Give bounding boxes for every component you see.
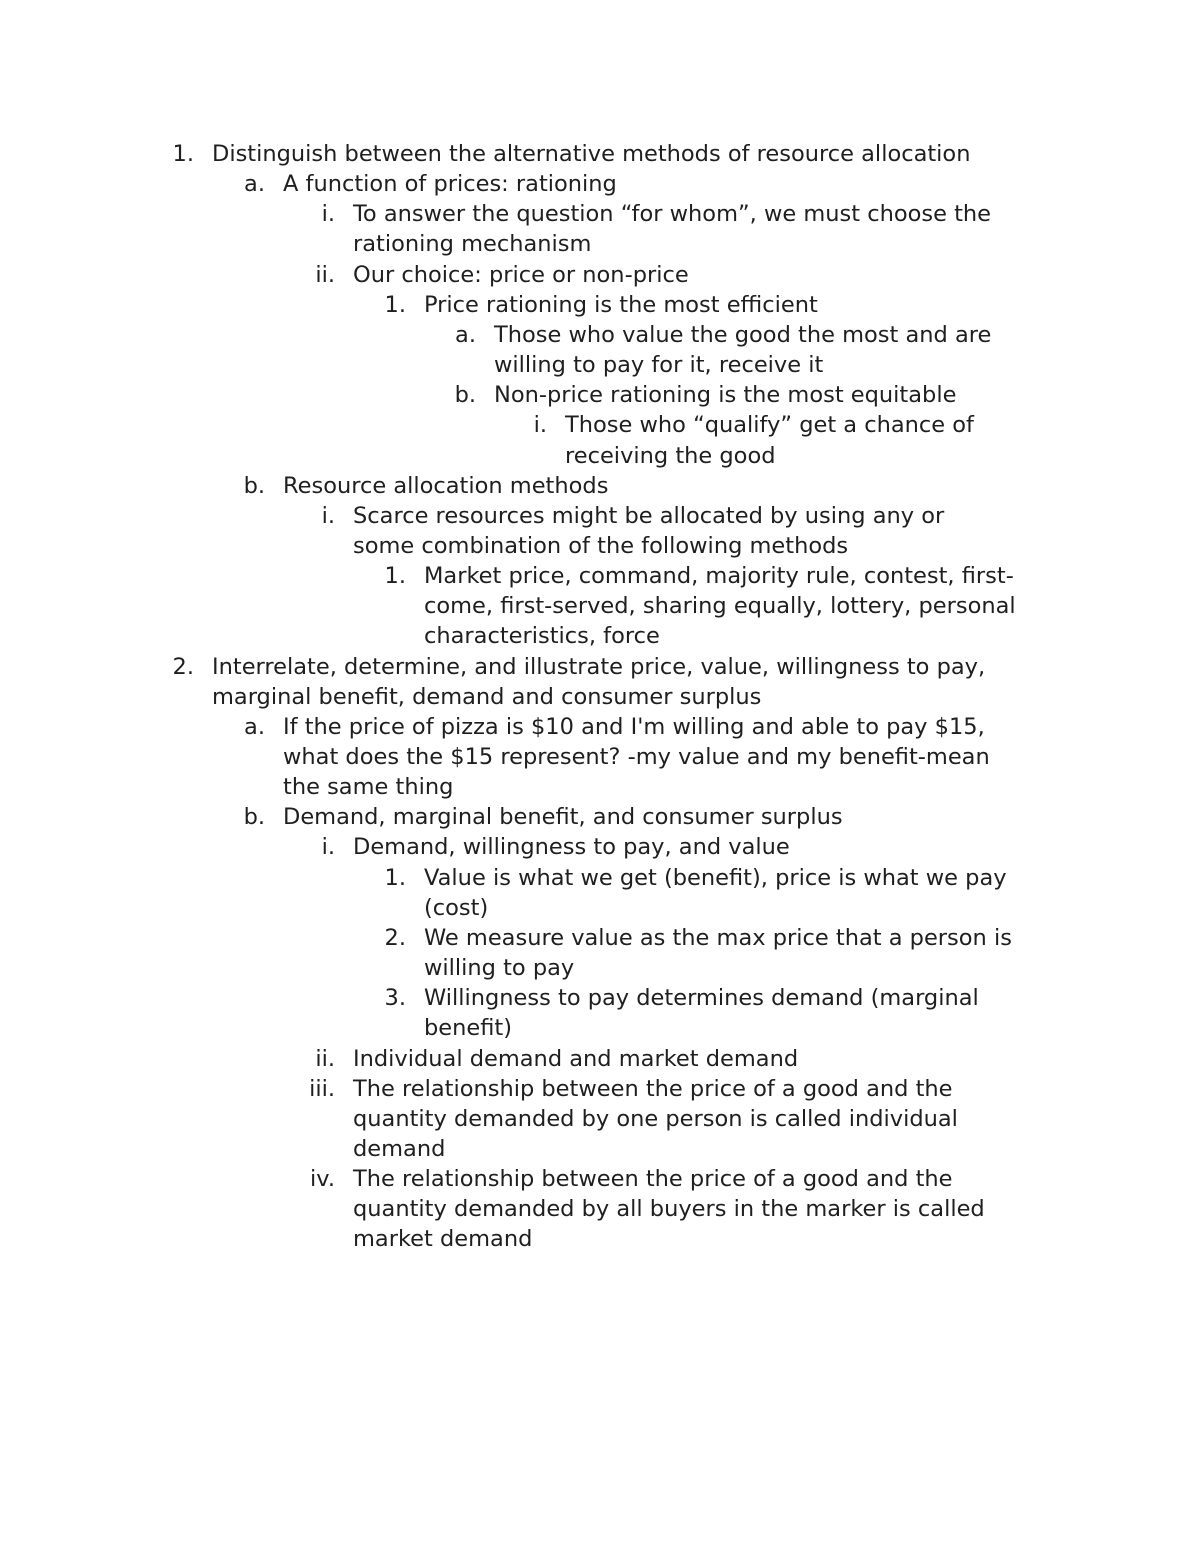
outline-line bbox=[0, 471, 1200, 501]
list-marker: b. bbox=[243, 804, 265, 831]
list-marker: a. bbox=[244, 713, 265, 740]
outline-text: Demand, marginal benefit, and consumer surplus bbox=[283, 804, 843, 831]
outline-line bbox=[0, 893, 1200, 923]
list-marker: ii. bbox=[315, 1045, 335, 1072]
list-marker: a. bbox=[455, 321, 476, 348]
list-marker: 3. bbox=[384, 985, 406, 1012]
outline-text: Interrelate, determine, and illustrate price, value, willingness to pay, bbox=[212, 653, 986, 680]
list-marker: i. bbox=[533, 412, 547, 439]
outline-text: the same thing bbox=[283, 774, 454, 801]
outline-text: demand bbox=[353, 1135, 446, 1162]
list-marker: 2. bbox=[384, 924, 406, 951]
outline-text: Those who value the good the most and are bbox=[494, 321, 992, 348]
outline-line bbox=[0, 1164, 1200, 1194]
outline-line bbox=[0, 290, 1200, 320]
list-marker: 1. bbox=[384, 563, 406, 590]
outline-line bbox=[0, 501, 1200, 531]
outline-text: willing to pay bbox=[424, 955, 575, 982]
list-marker: a. bbox=[244, 171, 265, 198]
outline-line bbox=[0, 953, 1200, 983]
outline-line bbox=[0, 350, 1200, 380]
list-marker: 1. bbox=[384, 864, 406, 891]
outline-line bbox=[0, 441, 1200, 471]
outline-text: Demand, willingness to pay, and value bbox=[353, 834, 790, 861]
outline-line bbox=[0, 832, 1200, 862]
outline-line bbox=[0, 1134, 1200, 1164]
outline-line bbox=[0, 652, 1200, 682]
outline-line bbox=[0, 320, 1200, 350]
outline-text: Those who “qualify” get a chance of bbox=[565, 412, 974, 439]
outline-line bbox=[0, 139, 1200, 169]
list-marker: i. bbox=[321, 834, 335, 861]
outline-line bbox=[0, 772, 1200, 802]
outline-line bbox=[0, 983, 1200, 1013]
outline-text: some combination of the following methods bbox=[353, 532, 849, 559]
list-marker: 1. bbox=[172, 141, 194, 167]
outline-text: receiving the good bbox=[565, 442, 776, 469]
outline-text: Resource allocation methods bbox=[283, 472, 609, 499]
outline-line bbox=[0, 260, 1200, 290]
outline-text: The relationship between the price of a good and the bbox=[353, 1075, 953, 1102]
outline-line bbox=[0, 742, 1200, 772]
list-marker: 1. bbox=[384, 291, 406, 318]
outline-line bbox=[0, 621, 1200, 651]
list-marker: b. bbox=[454, 382, 476, 409]
list-marker: i. bbox=[321, 201, 335, 228]
outline-text: quantity demanded by all buyers in the marker is called bbox=[353, 1196, 985, 1223]
outline-text: benefit) bbox=[424, 1015, 513, 1042]
outline-line bbox=[0, 1044, 1200, 1074]
outline-text: Scarce resources might be allocated by using any or bbox=[353, 502, 945, 529]
list-marker: ii. bbox=[315, 261, 335, 288]
outline-line bbox=[0, 1013, 1200, 1043]
list-marker: b. bbox=[243, 472, 265, 499]
outline-text: If the price of pizza is $10 and I'm willing and able to pay $15, bbox=[283, 713, 985, 740]
outline-text: quantity demanded by one person is called individual bbox=[353, 1105, 958, 1132]
outline-text: characteristics, force bbox=[424, 623, 660, 650]
outline-text: what does the $15 represent? -my value and my benefit-mean bbox=[283, 744, 990, 770]
outline-text: (cost) bbox=[424, 894, 489, 921]
outline-text: The relationship between the price of a good and the bbox=[353, 1166, 953, 1193]
outline-text: marginal benefit, demand and consumer surplus bbox=[212, 683, 762, 710]
outline-line bbox=[0, 199, 1200, 229]
outline-line bbox=[0, 380, 1200, 410]
outline-text: Our choice: price or non-price bbox=[353, 261, 689, 288]
outline-line bbox=[0, 923, 1200, 953]
outline-text: Market price, command, majority rule, contest, first- bbox=[424, 563, 1014, 590]
list-marker: iv. bbox=[310, 1166, 335, 1193]
list-marker: iii. bbox=[309, 1075, 335, 1102]
outline-line bbox=[0, 682, 1200, 712]
outline-text: come, first-served, sharing equally, lottery, personal bbox=[424, 593, 1016, 620]
list-marker: 2. bbox=[172, 653, 194, 680]
outline-line bbox=[0, 802, 1200, 832]
outline-line bbox=[0, 229, 1200, 259]
outline-text: Willingness to pay determines demand (marginal bbox=[424, 985, 979, 1012]
outline-text: rationing mechanism bbox=[353, 231, 592, 258]
outline-line bbox=[0, 1104, 1200, 1134]
outline-line bbox=[0, 169, 1200, 199]
list-marker: i. bbox=[321, 502, 335, 529]
outline-text: Non-price rationing is the most equitable bbox=[494, 382, 957, 409]
outline-line bbox=[0, 561, 1200, 591]
outline-text: To answer the question “for whom”, we must choose the bbox=[353, 201, 992, 228]
outline-text: Individual demand and market demand bbox=[353, 1045, 799, 1072]
outline-text: Value is what we get (benefit), price is what we pay bbox=[424, 864, 1007, 891]
outline-line bbox=[0, 531, 1200, 561]
outline-text: We measure value as the max price that a person is bbox=[424, 924, 1012, 951]
outline-line bbox=[0, 1074, 1200, 1104]
outline-text: A function of prices: rationing bbox=[283, 171, 617, 198]
outline-line bbox=[0, 1224, 1200, 1254]
outline-line bbox=[0, 591, 1200, 621]
outline-text: Price rationing is the most efficient bbox=[424, 291, 818, 318]
outline-text: willing to pay for it, receive it bbox=[494, 352, 824, 379]
outline-line bbox=[0, 863, 1200, 893]
outline-line bbox=[0, 1194, 1200, 1224]
outline-text: Distinguish between the alternative methods of resource allocation bbox=[212, 141, 971, 167]
outline-line bbox=[0, 712, 1200, 742]
outline-text: market demand bbox=[353, 1226, 533, 1253]
outline-line bbox=[0, 410, 1200, 440]
